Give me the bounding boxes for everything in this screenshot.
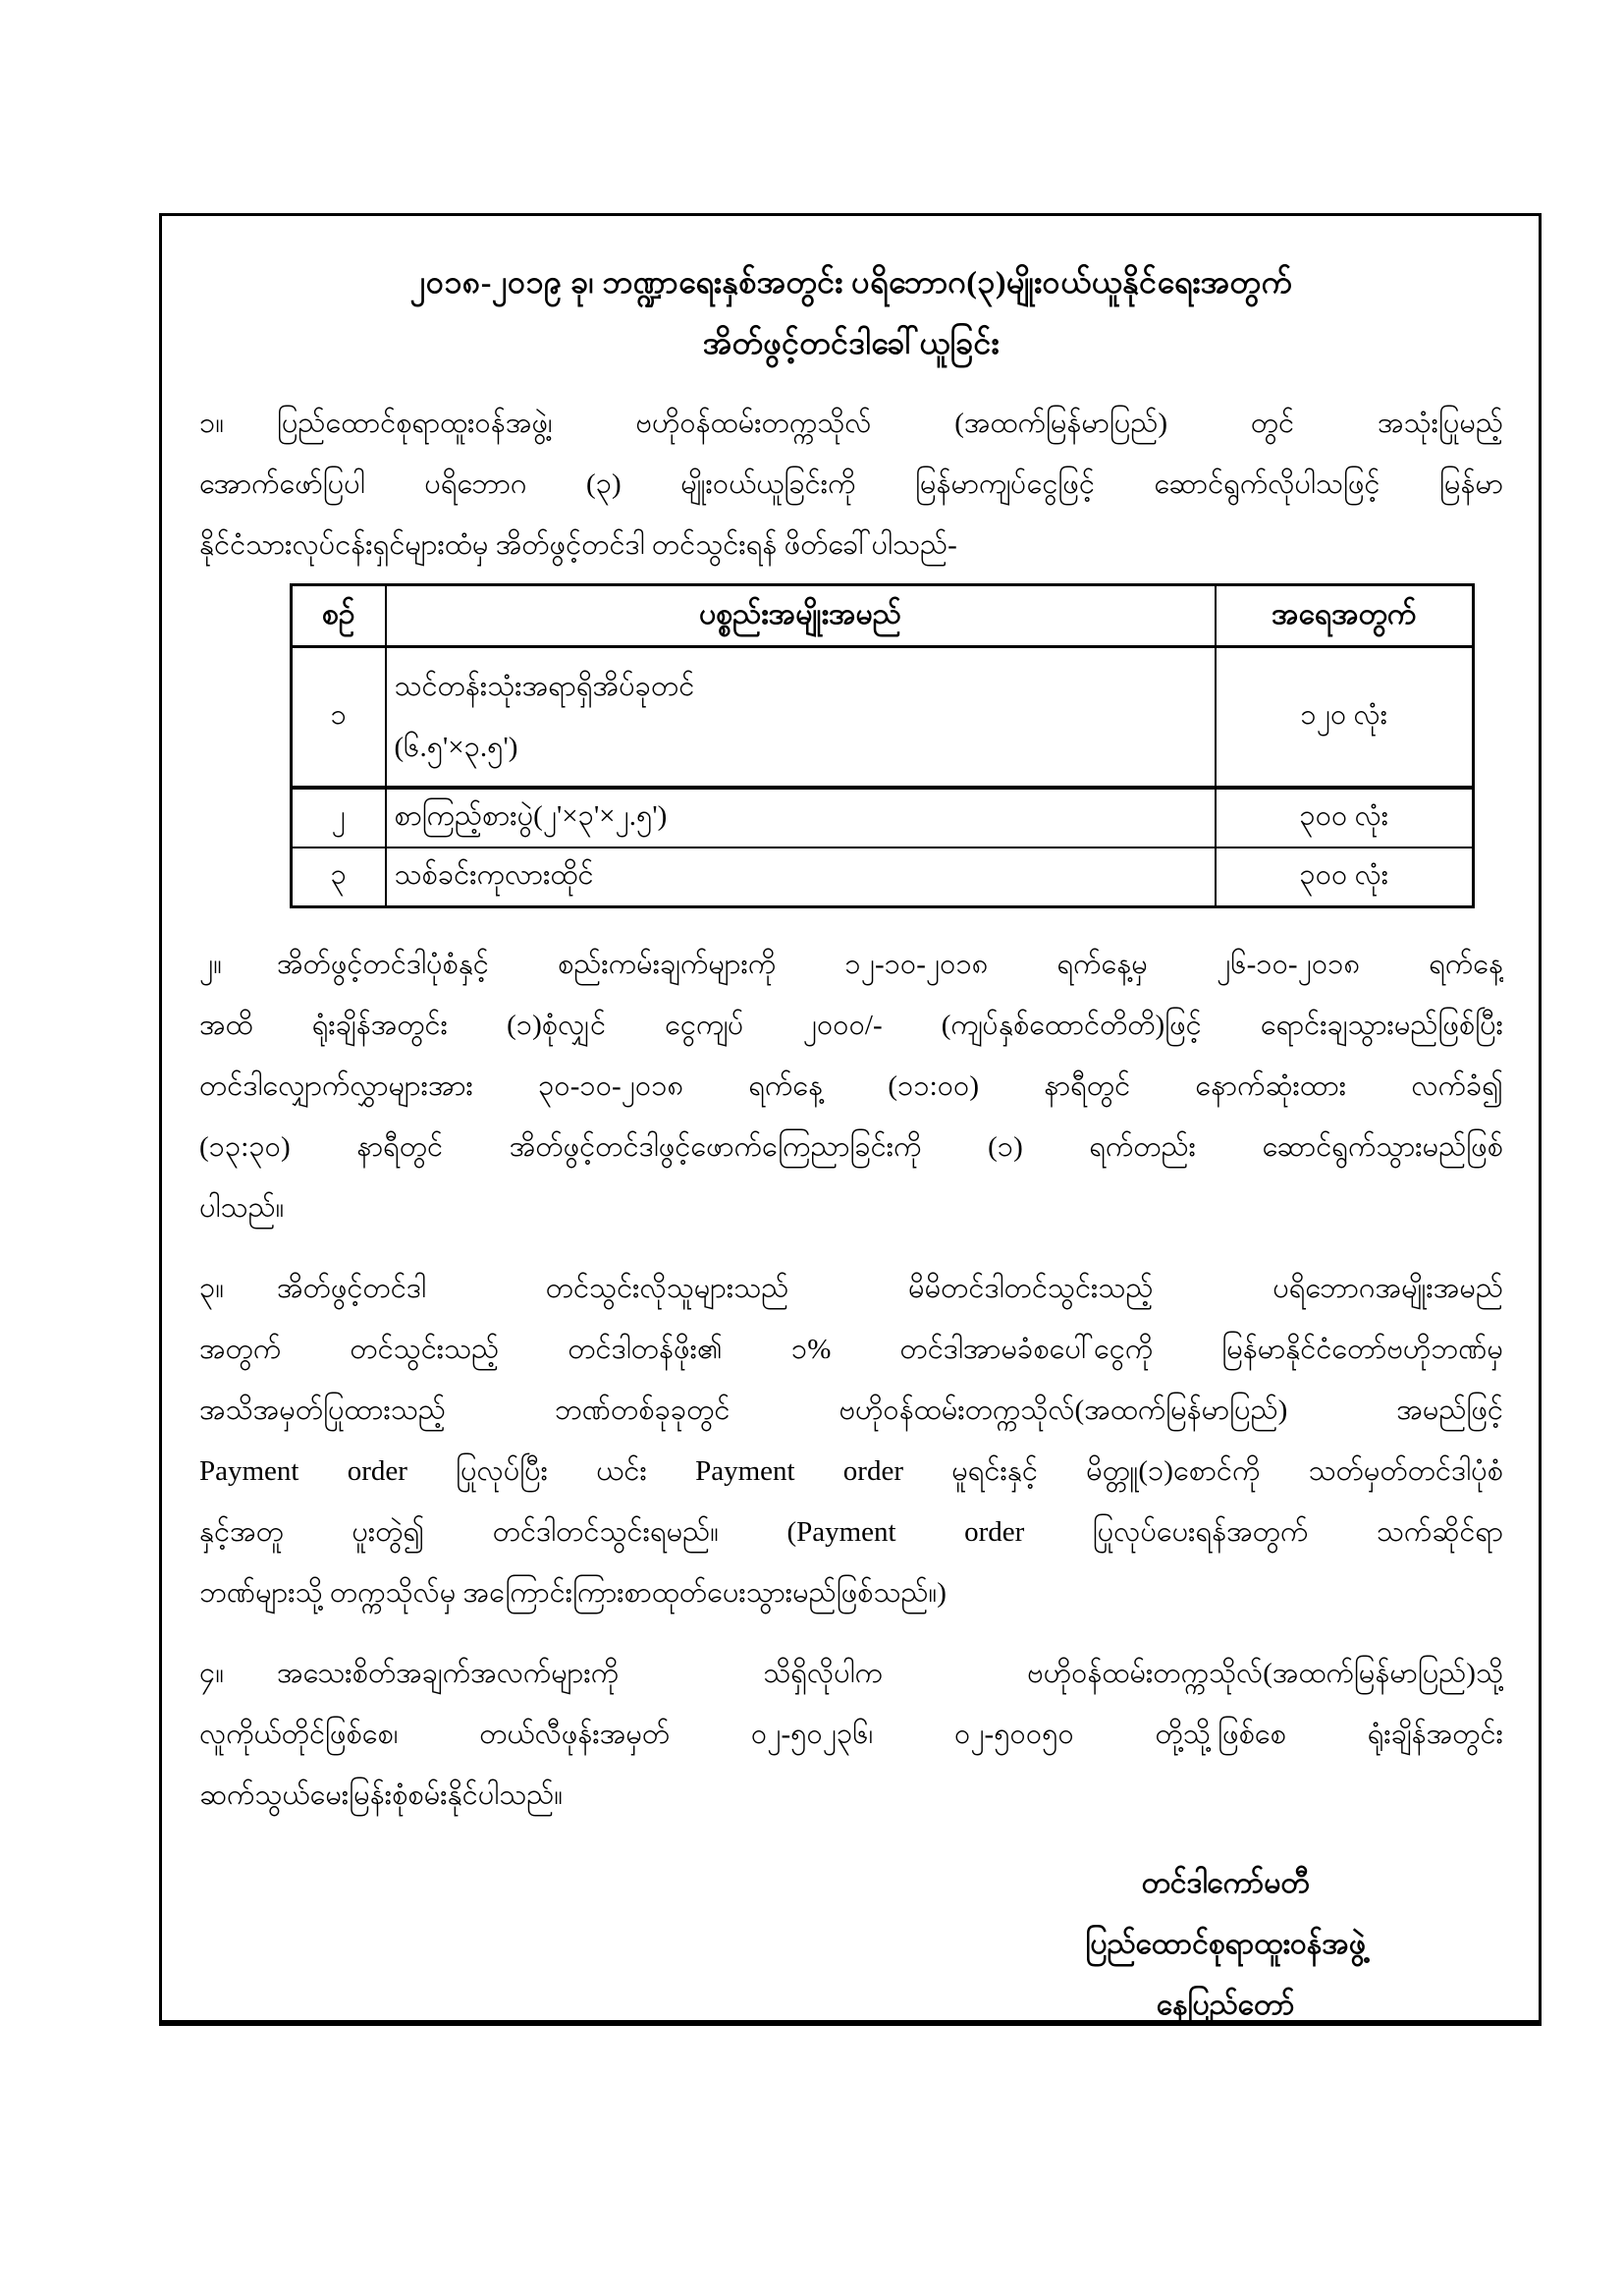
- paragraph-4-line-2: လူကိုယ်တိုင်ဖြစ်စေ၊ တယ်လီဖုန်းအမှတ် ၀၂-၅၀၂၃၆၊ ၀၂-၅၀၀၅၀ တို့သို့ဖြစ်စေ ရုံးချိန်အတွင်း: [199, 1719, 1503, 1750]
- paragraph-3-line-3: အသိအမှတ်ပြုထားသည့် ဘဏ်တစ်ခုခုတွင် ဗဟိုဝန်ထမ်းတက္ကသိုလ်(အထက်မြန်မာပြည်) အမည်ဖြင့်: [199, 1394, 1503, 1426]
- signature-committee: တင်ဒါကော်မတီ: [1141, 1867, 1310, 1899]
- document-title-line-1: ၂၀၁၈-၂၀၁၉ ခု၊ ဘဏ္ဍာရေးနှစ်အတွင်း ပရိဘောဂ(၃)မျိုးဝယ်ယူနိုင်ရေးအတွက်: [409, 264, 1293, 300]
- paragraph-3-line-2: အတွက် တင်သွင်းသည့် တင်ဒါတန်ဖိုး၏ ၁% တင်ဒါအာမခံစပေါ်ငွေကို မြန်မာနိုင်ငံတော်ဗဟိုဘဏ်မှ: [199, 1334, 1503, 1365]
- row-2-item: စာကြည့်စားပွဲ(၂'×၃'×၂.၅'): [386, 788, 1216, 847]
- paragraph-3-line-6: ဘဏ်များသို့ တက္ကသိုလ်မှ အကြောင်းကြားစာထုတ်ပေးသွားမည်ဖြစ်သည်။): [199, 1577, 947, 1609]
- paragraph-1: [199, 393, 1503, 575]
- paragraph-1-line-1: [199, 393, 1503, 454]
- row-3-quantity: ၃၀၀ လုံး: [1216, 847, 1474, 907]
- header-item-name: ပစ္စည်းအမျိုးအမည်: [386, 585, 1216, 647]
- paragraph-4: [199, 1643, 1503, 1826]
- paragraph-4-number: ၄။: [199, 1658, 225, 1689]
- row-1-quantity: ၁၂၀ လုံး: [1216, 647, 1474, 789]
- signature-city: နေပြည်တော်: [1156, 1989, 1295, 2021]
- signature-block: [1085, 1853, 1366, 2026]
- row-3-item: သစ်ခင်းကုလားထိုင်: [386, 847, 1216, 907]
- table-row-3: [292, 847, 1474, 907]
- paragraph-1-number: ၁။: [199, 408, 225, 439]
- row-2-quantity: ၃၀၀ လုံး: [1216, 788, 1474, 847]
- paragraph-3-line-5: နှင့်အတူ ပူးတွဲ၍ တင်ဒါတင်သွင်းရမည်။ (Payment order ပြုလုပ်ပေးရန်အတွက် သက်ဆိုင်ရာ: [199, 1516, 1503, 1548]
- paragraph-1-text: ပြည်ထောင်စုရာထူးဝန်အဖွဲ့၊ ဗဟိုဝန်ထမ်းတက္ကသိုလ် (အထက်မြန်မာပြည်) တွင် အသုံးပြုမည့်: [277, 408, 1503, 439]
- paragraph-3-line-4: Payment order ပြုလုပ်ပြီး ယင်း Payment order မူရင်းနှင့် မိတ္တူ(၁)စောင်ကို သတ်မှတ်တင်ဒါပုံစံ: [199, 1455, 1503, 1487]
- row-3-serial: ၃: [292, 847, 386, 907]
- signature-organization: ပြည်ထောင်စုရာထူးဝန်အဖွဲ့: [1085, 1928, 1366, 1960]
- table-row-1: [292, 647, 1474, 789]
- paragraph-3-number: ၃။: [199, 1273, 225, 1304]
- paragraph-1-line-2: အောက်ဖော်ပြပါ ပရိဘောဂ (၃) မျိုးဝယ်ယူခြင်းကို မြန်မာကျပ်ငွေဖြင့် ဆောင်ရွက်လိုပါသဖြင့် မြန်မာ: [199, 468, 1503, 500]
- paragraph-3-text: အိတ်ဖွင့်တင်ဒါ တင်သွင်းလိုသူများသည် မိမိတင်ဒါတင်သွင်းသည့် ပရိဘောဂအမျိုးအမည်: [277, 1273, 1503, 1304]
- row-1-item-line-2: (၆.၅'×၃.၅'): [394, 732, 518, 763]
- paragraph-2: [199, 934, 1503, 1238]
- paragraph-2-text: အိတ်ဖွင့်တင်ဒါပုံစံနှင့် စည်းကမ်းချက်များကို ၁၂-၁၀-၂၀၁၈ ရက်နေ့မှ ၂၆-၁၀-၂၀၁၈ ရက်နေ့: [277, 949, 1503, 980]
- document-title-line-2: အိတ်ဖွင့်တင်ဒါခေါ်ယူခြင်း: [702, 325, 1001, 360]
- row-1-item: [386, 647, 1216, 789]
- paragraph-4-line-3: ဆက်သွယ်မေးမြန်းစုံစမ်းနိုင်ပါသည်။: [199, 1779, 564, 1811]
- paragraph-2-line-2: အထိ ရုံးချိန်အတွင်း (၁)စုံလျှင် ငွေကျပ် ၂၀၀၀/- (ကျပ်နှစ်ထောင်တိတိ)ဖြင့် ရောင်းချသွားမည်ဖြစ်ပြီး: [199, 1010, 1503, 1041]
- row-1-serial: ၁: [292, 647, 386, 789]
- header-serial-no: စဉ်: [292, 585, 386, 647]
- paragraph-4-line-1: [199, 1643, 1503, 1704]
- tender-items-table: [290, 583, 1475, 908]
- document-title: [199, 251, 1503, 373]
- paragraph-3-line-1: [199, 1258, 1503, 1319]
- row-1-item-line-1: သင်တန်းသုံးအရာရှိအိပ်ခုတင်: [394, 671, 695, 702]
- paragraph-2-line-1: [199, 934, 1503, 995]
- paragraph-1-line-3: နိုင်ငံသားလုပ်ငန်းရှင်များထံမှ အိတ်ဖွင့်တင်ဒါ တင်သွင်းရန် ဖိတ်ခေါ်ပါသည်-: [199, 529, 957, 561]
- paragraph-2-line-4: (၁၃:၃၀) နာရီတွင် အိတ်ဖွင့်တင်ဒါဖွင့်ဖောက်ကြေညာခြင်းကို (၁) ရက်တည်း ဆောင်ရွက်သွားမည်ဖြစ်: [199, 1131, 1503, 1163]
- paragraph-4-text: အသေးစိတ်အချက်အလက်များကို သိရှိလိုပါက ဗဟိုဝန်ထမ်းတက္ကသိုလ်(အထက်မြန်မာပြည်)သို့: [277, 1658, 1503, 1689]
- paragraph-3: [199, 1258, 1503, 1623]
- header-quantity: အရေအတွက်: [1216, 585, 1474, 647]
- paragraph-2-line-5: ပါသည်။: [199, 1192, 285, 1224]
- table-header-row: [292, 585, 1474, 647]
- document-border-frame: [159, 213, 1542, 2026]
- paragraph-2-number: ၂။: [199, 949, 223, 980]
- table-row-2: [292, 788, 1474, 847]
- row-2-serial: ၂: [292, 788, 386, 847]
- paragraph-2-line-3: တင်ဒါလျှောက်လွှာများအား ၃၀-၁၀-၂၀၁၈ ရက်နေ့ (၁၁:၀၀) နာရီတွင် နောက်ဆုံးထား လက်ခံ၍: [199, 1070, 1503, 1102]
